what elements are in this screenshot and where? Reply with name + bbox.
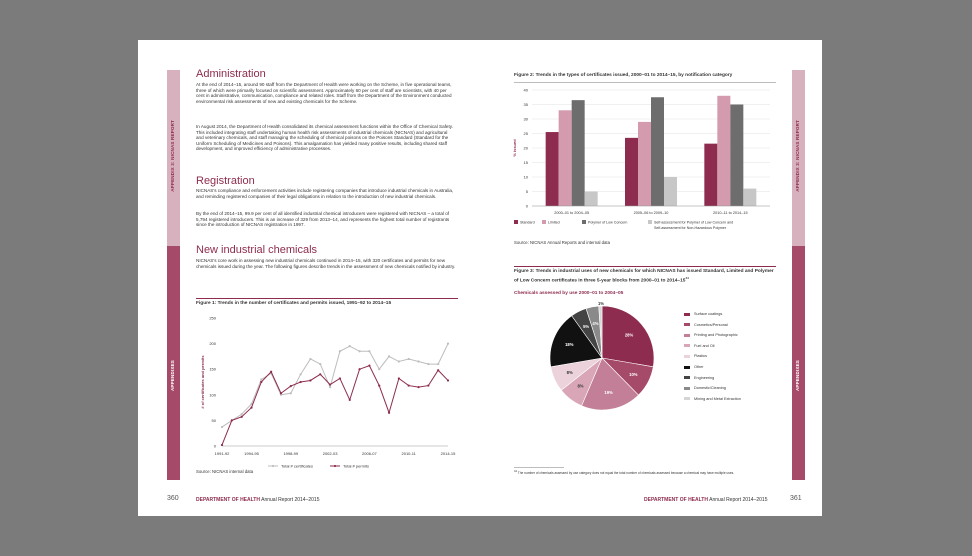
slice-label: 1% xyxy=(597,302,605,306)
page-number-right: 361 xyxy=(790,495,802,502)
footer-report-left: Annual Report 2014–2015 xyxy=(261,497,320,503)
bar xyxy=(743,189,756,206)
line-chart xyxy=(196,310,458,472)
data-point xyxy=(388,355,390,357)
y-tick-label: 40 xyxy=(523,87,528,93)
legend-label: Self-assessment for Non-Hazardous Polymer xyxy=(654,226,727,230)
left-page xyxy=(138,40,484,516)
pie-legend-swatch xyxy=(684,344,690,347)
pie-legend-item xyxy=(684,312,722,316)
figure3-rule xyxy=(514,266,776,267)
legend-marker xyxy=(334,465,336,467)
legend-label: Standard xyxy=(520,220,535,225)
figure2-source: Source: NICNAS Annual Reports and internal data xyxy=(514,240,611,245)
data-point xyxy=(358,368,360,370)
pie-legend-label: Domestic/Cleaning xyxy=(694,386,726,391)
legend-swatch xyxy=(648,220,652,224)
data-point xyxy=(250,407,252,409)
bar xyxy=(730,105,743,207)
legend-swatch xyxy=(582,220,586,224)
data-point xyxy=(329,383,331,385)
pie-legend-swatch xyxy=(684,397,690,400)
figure3-title xyxy=(514,269,776,285)
data-point xyxy=(398,377,400,379)
slice-label: 10% xyxy=(629,371,638,377)
pie-legend-label: Surface coatings xyxy=(694,312,723,316)
data-point xyxy=(339,377,341,379)
data-point xyxy=(417,360,419,362)
data-point xyxy=(378,384,380,386)
data-point xyxy=(447,343,449,345)
x-tick-label: 1998-99 xyxy=(283,451,299,456)
data-point xyxy=(339,350,341,352)
pie-chart xyxy=(542,302,662,414)
y-tick-label: 30 xyxy=(523,116,528,122)
y-tick-label: 5 xyxy=(525,189,528,194)
footer-right xyxy=(644,497,768,503)
figure3-subtitle: Chemicals assessed by use 2000–01 to 2004–05 xyxy=(514,291,624,296)
bar xyxy=(585,192,598,207)
data-point xyxy=(378,368,380,370)
pie-legend-swatch xyxy=(684,366,690,369)
paragraph-registration-1: NICNAS's compliance and enforcement activities include registering companies that introduce industrial chemicals in Australia, and reminding registered companies of their legal obligations in relation to the introduction of new industrial chemicals. xyxy=(196,188,454,199)
series-line-certificates xyxy=(222,344,448,427)
legend-label: Total # permits xyxy=(343,463,370,469)
paragraph-new-chemicals: NICNAS's core work in assessing new industrial chemicals continued in 2014–15, with 320 certificates and permits for new chemicals issued during the year. The following figures describe trends in the assessment of new chemicals notified by industry. xyxy=(196,258,456,269)
data-point xyxy=(437,363,439,365)
legend-label: Limited xyxy=(548,220,560,225)
data-point xyxy=(260,378,262,380)
figure1-rule xyxy=(196,298,458,299)
bar xyxy=(546,132,559,206)
data-point xyxy=(309,379,311,381)
legend-label: Total # certificates xyxy=(281,463,314,469)
legend-marker xyxy=(272,465,274,467)
bar-chart xyxy=(510,86,776,240)
legend-swatch xyxy=(514,220,518,224)
pie-legend-label: Other xyxy=(694,365,704,369)
data-point xyxy=(241,413,243,415)
slice-label: 5% xyxy=(583,323,590,329)
footer-dept-right: DEPARTMENT OF HEALTH xyxy=(644,497,708,503)
data-point xyxy=(398,360,400,362)
data-point xyxy=(368,365,370,367)
figure3-title-text: Figure 3: Trends in industrial uses of new chemicals for which NICNAS has issued Standard, Limited and Polymer of Low Concern certificates in three 5-year blocks from 2000–01 to 2014–15 xyxy=(514,269,774,284)
y-tick-label: 150 xyxy=(209,366,216,372)
footer-dept-left: DEPARTMENT OF HEALTH xyxy=(196,497,260,503)
y-tick-label: 20 xyxy=(523,145,528,151)
x-tick-label: 2002-03 xyxy=(322,451,338,456)
figure3-footnote-mark: 44 xyxy=(685,276,689,280)
pie-legend-item xyxy=(684,376,714,380)
x-tick-label: 2010–11 to 2014–15 xyxy=(713,211,748,215)
pie-legend-label: Plastics xyxy=(694,354,708,359)
bar xyxy=(638,122,651,206)
slice-label: 28% xyxy=(624,332,634,338)
data-point xyxy=(447,379,449,381)
y-tick-label: 10 xyxy=(523,174,528,180)
data-point xyxy=(280,392,282,394)
pie-legend-swatch xyxy=(684,313,690,316)
data-point xyxy=(241,416,243,418)
paragraph-administration-1: At the end of 2014–15, around 90 staff from the Department of Health were working on the Scheme, in five operational teams, three of which were primarily focused on scientific assessment. Approximately 60 per cent of staff are scientists, with 40 per cent in administrative, communication, compliance and related roles. Staff from the Department of the Environment conducted environmental risk assessments of new and existing chemicals for the Scheme. xyxy=(196,82,452,104)
x-tick-label: 1991-92 xyxy=(214,451,230,456)
pie-legend-item xyxy=(684,333,738,337)
data-point xyxy=(231,419,233,421)
y-tick-label: 250 xyxy=(209,315,216,321)
x-tick-label: 2005–06 to 2009–10 xyxy=(633,211,669,215)
y-tick-label: 200 xyxy=(209,341,216,347)
right-page xyxy=(484,40,822,516)
paragraph-administration-2: In August 2014, the Department of Health consolidated its chemical assessment functions within the Office of Chemical Safety. This included integrating staff undertaking human health risk assessments of industrial chemicals (NICNAS) and agricultural and veterinary chemicals, and staff managing the scheduling of chemical poisons on the Poisons Standard (Standard for the Uniform Scheduling of Medicines and Poisons). This amalgamation has yielded many positive results, including shared staff development, and improved efficiency of administrative processes. xyxy=(196,124,453,152)
data-point xyxy=(329,386,331,388)
data-point xyxy=(427,384,429,386)
slice-label: 4% xyxy=(592,320,599,326)
slice-label: 18% xyxy=(565,342,574,348)
x-tick-label: 1994-95 xyxy=(244,451,259,456)
bar xyxy=(664,177,677,206)
pie-legend-swatch xyxy=(684,323,690,326)
data-point xyxy=(300,381,302,383)
pie-legend-item xyxy=(684,323,728,327)
footer-report-right: Annual Report 2014–2015 xyxy=(709,497,768,503)
x-tick-label: 2014-15 xyxy=(440,451,456,456)
pie-legend-item xyxy=(684,344,714,348)
y-tick-label: 50 xyxy=(211,417,216,423)
bar xyxy=(717,96,730,206)
pie-legend-swatch xyxy=(684,355,690,358)
data-point xyxy=(319,373,321,375)
sidebar-label-report: APPENDIX 3: NICNAS REPORT xyxy=(170,120,175,192)
y-tick-label: 35 xyxy=(523,102,528,107)
heading-new-industrial-chemicals: New industrial chemicals xyxy=(196,244,318,256)
figure1-title: Figure 1: Trends in the number of certificates and permits issued, 1991–92 to 2014–15 xyxy=(196,301,392,306)
y-axis-label: % issued xyxy=(512,139,517,157)
legend-swatch xyxy=(542,220,546,224)
legend-label: Polymer of Low Concern xyxy=(588,220,628,225)
slice-label: 19% xyxy=(604,390,613,396)
data-point xyxy=(290,385,292,387)
data-point xyxy=(437,369,439,371)
pie-legend-label: Engineering xyxy=(694,375,715,380)
figure2-title: Figure 2: Trends in the types of certificates issued, 2000–01 to 2014–15, by notification category xyxy=(514,73,733,78)
y-tick-label: 25 xyxy=(523,131,528,136)
footnote xyxy=(514,470,776,475)
pie-legend-item xyxy=(684,365,704,369)
data-point xyxy=(408,358,410,360)
pie-legend xyxy=(684,312,784,432)
pie-legend-item xyxy=(684,386,726,390)
bar xyxy=(704,144,717,206)
data-point xyxy=(349,345,351,347)
figure1-source: Source: NICNAS internal data xyxy=(196,469,254,474)
data-point xyxy=(300,373,302,375)
data-point xyxy=(221,426,223,428)
data-point xyxy=(417,386,419,388)
sidebar-label-report-right: APPENDIX 3: NICNAS REPORT xyxy=(795,120,800,192)
bar xyxy=(572,100,585,206)
y-tick-label: 0 xyxy=(213,443,216,449)
data-point xyxy=(260,381,262,383)
footer-left xyxy=(196,497,320,503)
bar xyxy=(651,97,664,206)
y-tick-label: 0 xyxy=(525,203,528,209)
bar xyxy=(625,138,638,206)
bar xyxy=(559,110,572,206)
pie-legend-swatch xyxy=(684,334,690,337)
series-line-permits xyxy=(222,366,448,445)
sidebar-label-appendixes: APPENDIXES xyxy=(170,360,175,392)
data-point xyxy=(319,363,321,365)
data-point xyxy=(358,350,360,352)
data-point xyxy=(408,384,410,386)
slice-label: 8% xyxy=(566,369,573,375)
y-axis-label: # of certificates and permits xyxy=(200,355,205,409)
pie-legend-label: Cosmetics/Personal xyxy=(694,322,728,327)
data-point xyxy=(368,350,370,352)
footnote-rule xyxy=(514,467,564,468)
x-tick-label: 2000–01 to 2004–05 xyxy=(554,211,590,215)
y-tick-label: 15 xyxy=(523,160,528,165)
figure2-rule xyxy=(514,82,776,83)
data-point xyxy=(270,371,272,373)
footnote-number: 44 xyxy=(514,470,517,473)
paragraph-registration-2: By the end of 2014–15, 99.9 per cent of all identified industrial chemical introducers were registered with NICNAS – a total of 5,794 registered introducers. This is an increase of 329 from 2013–14, and represents the highest total number of registrants since the introduction of NICNAS registration in 1997. xyxy=(196,211,450,228)
x-tick-label: 2010-11 xyxy=(401,451,416,456)
pie-legend-label: Mining and Metal Extraction xyxy=(694,396,741,401)
pie-legend-swatch xyxy=(684,376,690,379)
slice-label: 8% xyxy=(577,383,584,389)
footnote-text: The number of chemicals assessed by use category does not equal the total number of chemicals assessed because a chemical may have multiple uses. xyxy=(517,471,735,476)
y-tick-label: 100 xyxy=(209,392,216,398)
page-number-left: 360 xyxy=(167,495,179,502)
data-point xyxy=(388,412,390,414)
legend-label: Self-assessment for Polymer of Low Concern and xyxy=(654,220,734,225)
pie-legend-swatch xyxy=(684,387,690,390)
data-point xyxy=(309,358,311,360)
pie-legend-label: Fuel and Oil xyxy=(694,343,715,348)
heading-administration: Administration xyxy=(196,68,266,80)
data-point xyxy=(349,399,351,401)
pie-legend-item xyxy=(684,354,707,358)
x-tick-label: 2006-07 xyxy=(362,451,377,456)
sidebar-label-appendixes-right: APPENDIXES xyxy=(795,360,800,392)
data-point xyxy=(290,392,292,394)
heading-registration: Registration xyxy=(196,175,255,187)
data-point xyxy=(221,444,223,446)
pie-legend-item xyxy=(684,397,741,401)
pie-legend-label: Printing and Photographic xyxy=(694,333,738,338)
data-point xyxy=(427,363,429,365)
